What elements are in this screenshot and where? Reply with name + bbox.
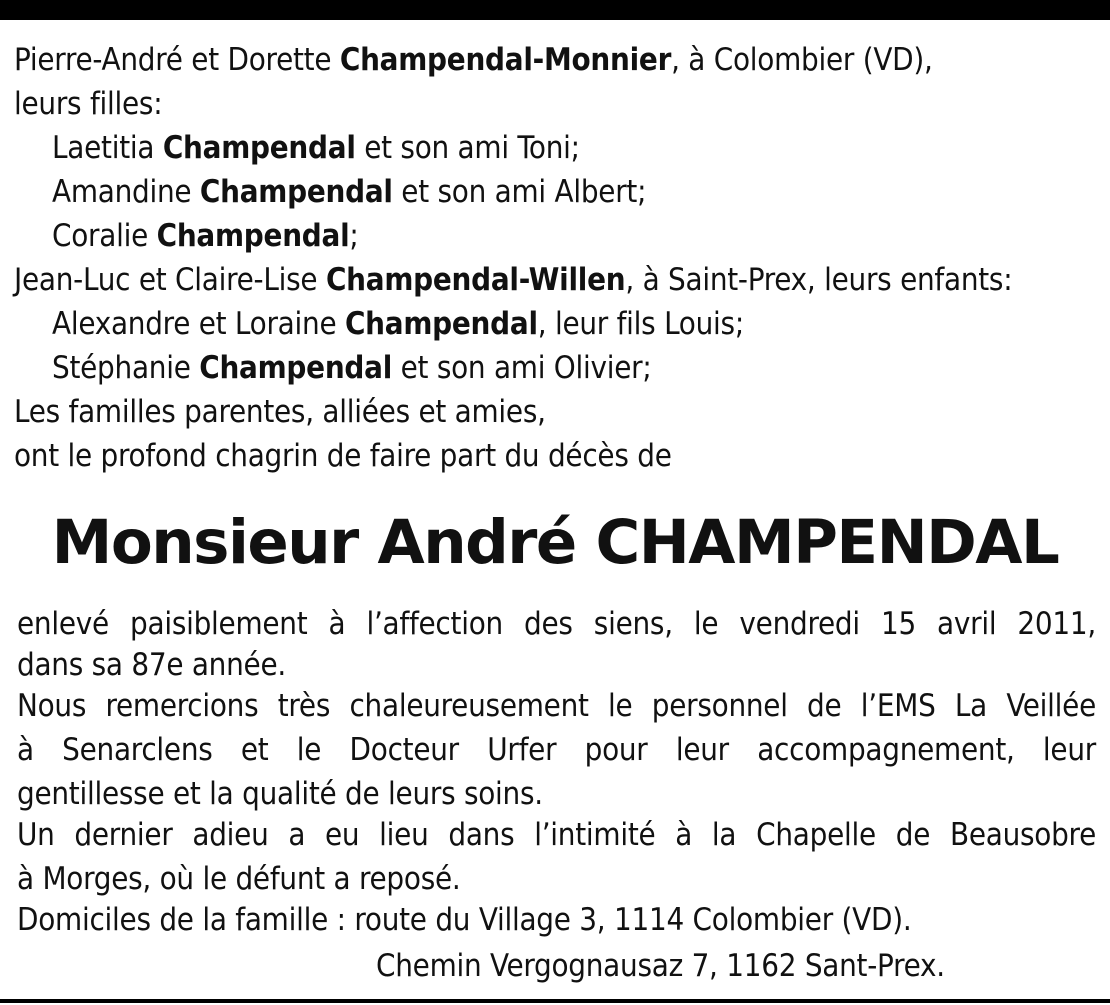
body-line-8: Domiciles de la famille : route du Village 3, 1114 Colombier (VD). [17,902,912,938]
family-line-4 [52,170,646,214]
family-line-7-prefix: Alexandre et Loraine [52,306,345,342]
family-line-6-prefix: Jean-Luc et Claire-Lise [14,262,326,298]
family-line-3-suffix: et son ami Toni; [355,130,580,166]
family-line-1-prefix: Pierre-André et Dorette [14,42,340,78]
family-line-8-prefix: Stéphanie [52,350,200,386]
family-line-1-surname: Champendal-Monnier [339,42,672,78]
body-line-9: Chemin Vergognausaz 7, 1162 Sant-Prex. [376,948,945,984]
family-line-4-prefix: Amandine [52,174,200,210]
body-line-3: Nous remercions très chaleureusement le personnel de l’EMS La Veillée [17,688,1096,724]
body-line-6: Un dernier adieu a eu lieu dans l’intimité à la Chapelle de Beausobre [17,817,1096,853]
family-line-4-suffix: et son ami Albert; [392,174,647,210]
body-line-4: à Senarclens et le Docteur Urfer pour leur accompagnement, leur [17,732,1096,768]
family-line-7-suffix: , leur fils Louis; [537,306,744,342]
family-line-5-surname: Champendal [156,218,350,254]
family-line-9: Les familles parentes, alliées et amies, [14,394,546,430]
family-line-5-suffix: ; [349,218,359,254]
family-line-3-surname: Champendal [162,130,356,166]
bottom-rule [0,999,1110,1003]
family-line-1 [14,38,933,82]
body-line-1: enlevé paisiblement à l’affection des siens, le vendredi 15 avril 2011, [17,606,1096,642]
family-line-3-prefix: Laetitia [52,130,163,166]
family-line-7-surname: Champendal [344,306,538,342]
family-line-5-prefix: Coralie [52,218,157,254]
family-line-10: ont le profond chagrin de faire part du décès de [14,438,672,474]
family-line-6-suffix: , à Saint-Prex, leurs enfants: [625,262,1013,298]
family-line-5 [52,214,359,258]
deceased-name: Monsieur André CHAMPENDAL [51,507,1059,578]
family-line-6-surname: Champendal-Willen [325,262,626,298]
family-line-6 [14,258,1012,302]
family-line-2: leurs filles: [14,86,163,122]
family-line-8-suffix: et son ami Olivier; [392,350,652,386]
family-line-3 [52,126,580,170]
body-line-5: gentillesse et la qualité de leurs soins. [17,776,543,812]
family-line-7 [52,302,744,346]
body-line-2: dans sa 87e année. [17,647,286,683]
body-line-7: à Morges, où le défunt a reposé. [17,861,461,897]
family-line-8 [52,346,652,390]
family-line-4-surname: Champendal [199,174,393,210]
family-line-8-surname: Champendal [199,350,393,386]
family-line-1-suffix: , à Colombier (VD), [671,42,933,78]
